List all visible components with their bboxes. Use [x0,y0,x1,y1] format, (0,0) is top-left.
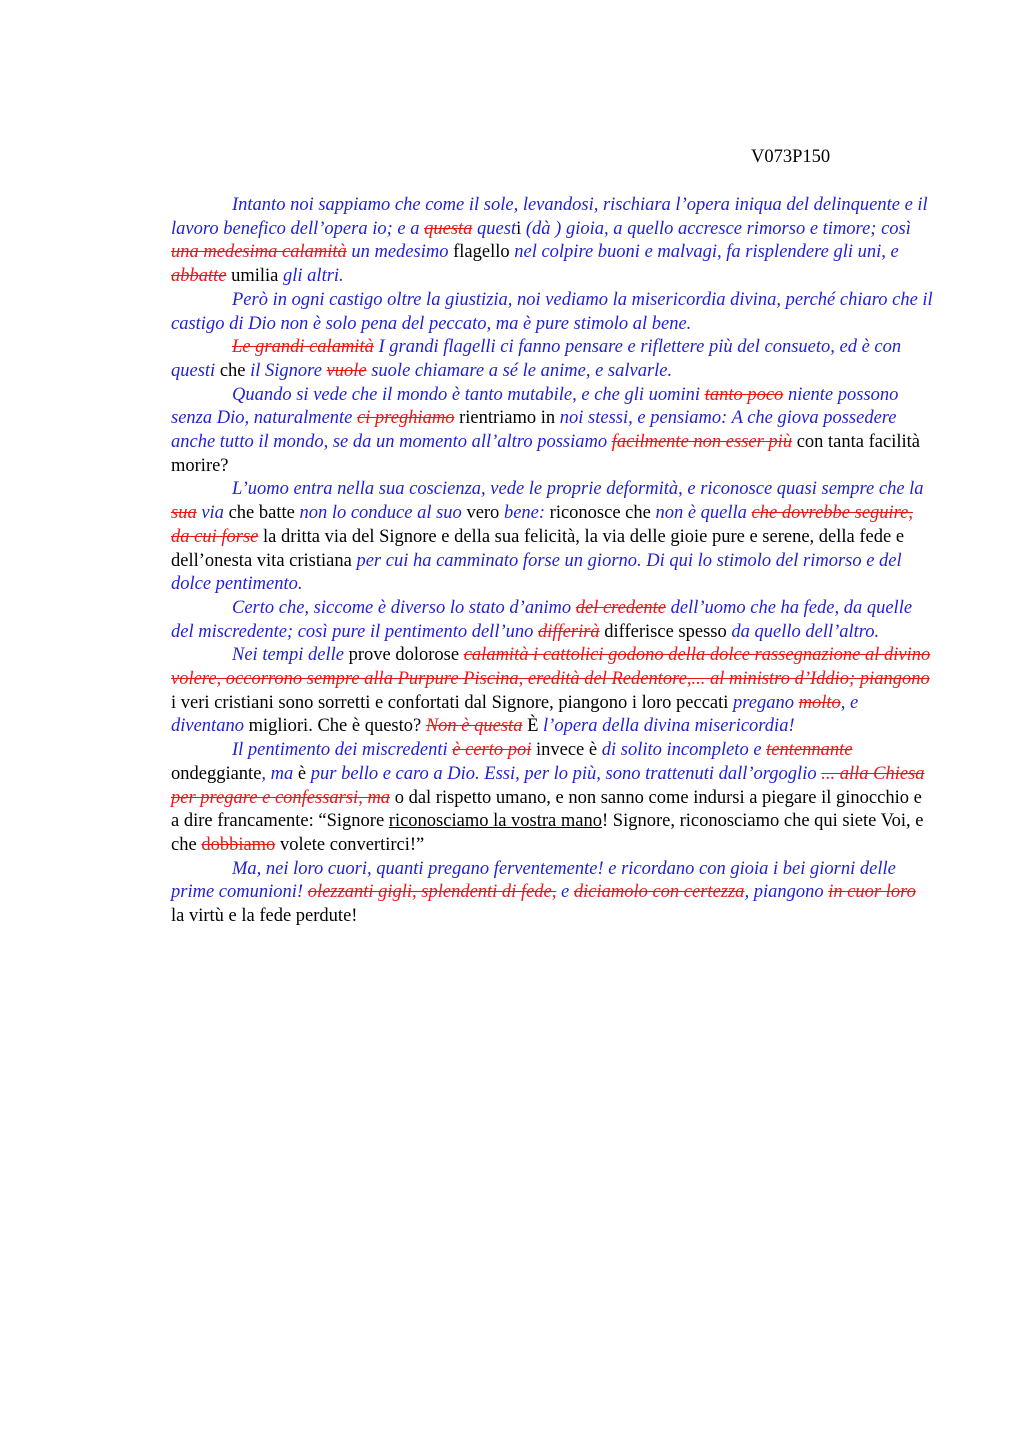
text-segment: da quello dell’altro. [726,621,880,642]
deleted-text: è certo poi [452,740,532,761]
deleted-text: tentennante [766,740,853,761]
text-segment: flagello [453,242,510,263]
text-segment: , ma [261,763,298,784]
text-segment: o dal rispetto umano, e non sanno come indursi a piegare il ginocchio e a dire francamente: “Signore [171,787,922,832]
text-segment: L’uomo entra nella sua coscienza, vede le proprie deformità, e riconosce quasi sempre che la [232,479,924,500]
text-segment: Intanto noi sappiamo che come il sole, levandosi, rischiara l’opera iniqua del delinquente e il lavoro benefico dell’opera io; e a [171,195,928,239]
text-segment: un medesimo [346,242,454,263]
deleted-text: dobbiamo [201,834,276,855]
text-segment: differisce spesso [599,621,727,642]
text-segment: Però in ogni castigo oltre la giustizia, noi vediamo la misericordia divina, perché chiaro che il castigo di Dio non è solo pena del peccato, ma è pure stimolo al bene. [171,289,933,334]
paragraph [171,336,933,383]
paragraph [171,597,933,644]
text-segment: suole chiamare a sé le anime, e salvarle. [366,360,673,381]
text-segment: i veri cristiani sono sorretti e confortati dal Signore, piangono i loro peccati [171,692,729,713]
text-segment: la virtù e la fede perdute! [171,906,358,927]
text-segment: bene: [499,503,550,524]
text-segment: non è quella [650,503,752,524]
text-segment: Quando si vede che il mondo è tanto mutabile, e che gli uomini [232,384,705,405]
text-segment: , e diventano [171,692,859,737]
text-segment: la dritta via del Signore e della sua felicità, la via delle gioie pure e serene, della fede e dell’onesta vita cristiana [171,526,905,571]
paragraph [171,478,933,597]
deleted-text: in cuor loro [828,882,916,903]
deleted-text: calamità i cattolici godono della dolce rassegnazione al divino volere, occorrono sempre alla Purpure Piscina, eredità del Redentore,... al ministro d’Iddio; piangono [171,645,931,690]
deleted-text: diciamolo con certezza [573,882,745,903]
text-segment: nel colpire buoni e malvagi, fa risplendere gli uni, e [509,242,899,263]
deleted-text: vuole [326,360,367,381]
text-segment: dell’uomo che ha fede, da quelle del miscredente; così pure il pentimento dell’uno [171,597,913,642]
text-segment: Nei tempi delle [232,645,349,666]
text-segment: l’opera della divina misericordia! [538,716,795,737]
text-segment: che batte [228,503,295,524]
text-segment: niente possono senza Dio, naturalmente [171,384,899,429]
text-segment: gli altri. [278,266,344,287]
text-segment: riconosce che [549,503,651,524]
body-text [171,194,933,929]
text-segment: Il pentimento dei miscredenti [232,740,453,761]
text-segment: Certo che, siccome è diverso lo stato d’animo [232,597,576,618]
deleted-text: del credente [575,597,666,618]
page-id: V073P150 [751,147,831,167]
text-segment: I grandi flagelli ci fanno pensare e riflettere più del consueto, ed è con questi [171,337,902,381]
text-segment: quest [472,218,517,239]
text-segment: (dà ) gioia, a quello accresce rimorso e timore; così [521,218,911,239]
deleted-text: Le grandi calamità [232,337,374,358]
text-segment: di solito incompleto e [597,740,767,761]
text-segment: ondeggiante [171,763,262,784]
text-segment: con tanta facilità morire? [171,432,920,476]
text-segment: vero [466,503,500,524]
text-segment: per cui ha camminato forse un giorno. Di qui lo stimolo del rimorso e del dolce pentimento. [171,550,902,595]
deleted-text: questa [424,218,473,239]
paragraph [171,384,933,479]
text-segment: che [219,360,246,381]
deleted-text: olezzanti gigli, splendenti di fede, [307,882,557,903]
deleted-text: che dovrebbe seguire, da cui forse [171,503,914,547]
paragraph [171,739,933,858]
deleted-text: ci preghiamo [357,408,455,429]
text-segment: prove dolorose [348,645,464,666]
text-segment: i [516,218,522,239]
text-segment: e [556,882,574,903]
text-segment: il Signore [245,360,327,381]
text-segment: non lo conduce al suo [294,503,467,524]
deleted-text: tanto poco [704,384,784,405]
text-segment: migliori. Che è questo? [248,716,426,737]
deleted-text: Non è questa [425,716,523,737]
deleted-text: molto [798,692,841,713]
deleted-text: facilmente non esser più [611,432,793,453]
text-segment: volete convertirci!” [275,834,425,855]
paragraph [171,289,933,336]
text-segment: invece è [531,740,598,761]
text-segment: Ma, nei loro cuori, quanti pregano ferventemente! e ricordano con gioia i bei giorni delle prime comunioni! [171,858,896,903]
text-segment: via [196,503,229,524]
deleted-text: abbatte [171,266,227,287]
text-segment: ! Signore, riconosciamo che qui siete Voi, e che [171,811,924,855]
paragraph [171,194,933,289]
paragraph [171,858,933,929]
underlined-text: riconosciamo la vostra mano [388,811,602,832]
deleted-text: una medesima calamità [171,242,347,263]
text-segment: È [522,716,539,737]
text-segment: , piangono [744,882,829,903]
text-segment: pregano [728,692,799,713]
deleted-text: sua [171,503,197,524]
text-segment: è [297,763,307,784]
text-segment: pur bello e caro a Dio. Essi, per lo più, sono trattenuti dall’orgoglio [306,763,822,784]
deleted-text: ... alla Chiesa per pregare e confessarsi, ma [171,763,925,808]
text-segment: umilia [226,266,279,287]
text-segment: noi stessi, e pensiamo: A che giova possedere anche tutto il mondo, se da un momento all’altro possiamo [171,408,897,453]
deleted-text: differirà [538,621,600,642]
paragraph [171,644,933,739]
text-segment: rientriamo in [454,408,556,429]
